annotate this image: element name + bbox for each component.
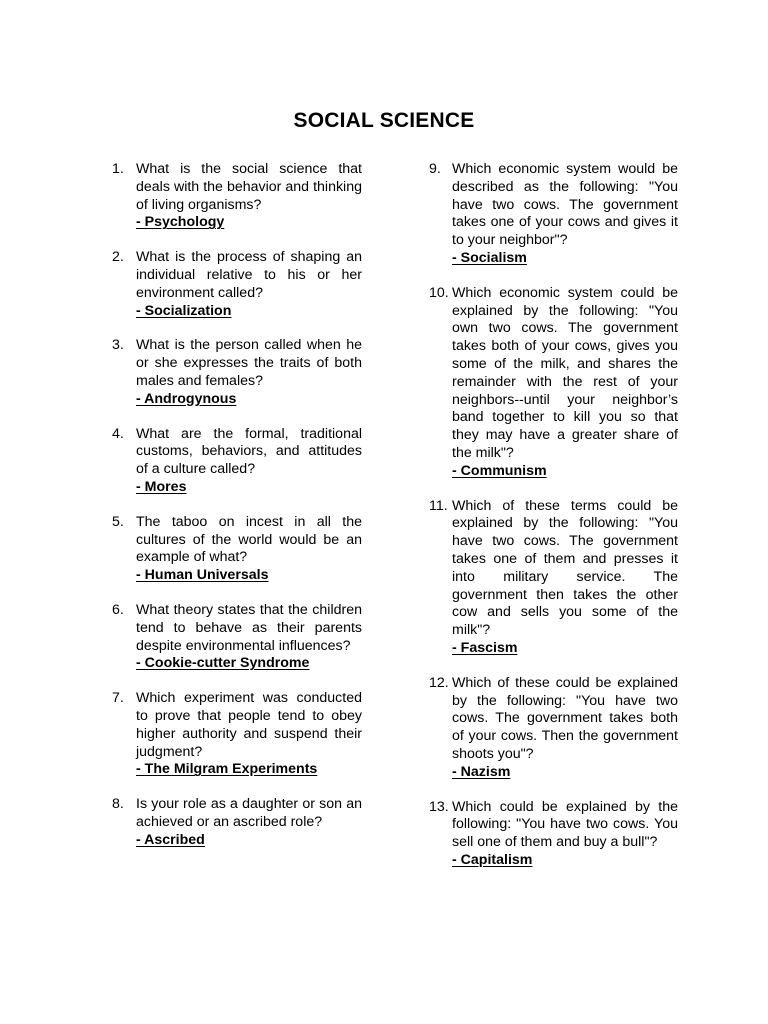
question-text: Which economic system could be explained by the following: "You own two cows. The government takes both of your cows, gives you some of the milk, and shares the remainder with the rest of your neighbors--until your neighbor’s band together to kill you so that they may have a greater share of the milk"? bbox=[452, 284, 678, 461]
question-item bbox=[112, 514, 362, 585]
question-text: Which economic system would be described as the following: "You have two cows. The government takes one of your cows and gives it to your neighbor"? bbox=[452, 161, 678, 249]
question-item bbox=[112, 161, 362, 232]
answer-text: - Cookie-cutter Syndrome bbox=[136, 655, 310, 672]
answer-text: - Socialization bbox=[136, 302, 232, 319]
question-text: Is your role as a daughter or son an achieved or an ascribed role? bbox=[136, 796, 362, 830]
question-number: 3. bbox=[112, 337, 124, 354]
question-body bbox=[452, 498, 678, 658]
question-text: Which experiment was conducted to prove that people tend to obey higher authority and suspend their judgment? bbox=[136, 690, 362, 760]
question-body bbox=[136, 426, 362, 497]
question-text: What theory states that the children tend to behave as their parents despite environmental influences? bbox=[136, 601, 362, 654]
question-body bbox=[136, 602, 362, 673]
question-body bbox=[136, 690, 362, 779]
question-item bbox=[112, 337, 362, 408]
question-number: 2. bbox=[112, 249, 124, 266]
answer-text: - Ascribed bbox=[136, 831, 205, 848]
answer-text: - The Milgram Experiments bbox=[136, 761, 318, 778]
question-text: What is the social science that deals with the behavior and thinking of living organisms? bbox=[136, 161, 362, 213]
answer-text: - Nazism bbox=[452, 763, 511, 780]
question-text: Which of these could be explained by the following: "You have two cows. The government takes both of your cows. Then the government shoots you"? bbox=[452, 674, 678, 762]
answer-text: - Psychology bbox=[136, 214, 225, 231]
question-item bbox=[429, 675, 678, 782]
question-body bbox=[136, 796, 362, 849]
question-item bbox=[429, 498, 678, 658]
question-text: Which of these terms could be explained by the following: "You have two cows. The government takes one of them and presses it into military service. The government then takes the other cow and sells you some of the milk"? bbox=[452, 497, 678, 639]
question-number: 13. bbox=[429, 798, 449, 815]
question-number: 7. bbox=[112, 690, 124, 707]
question-item bbox=[112, 426, 362, 497]
question-item bbox=[429, 799, 678, 870]
question-item bbox=[112, 249, 362, 320]
question-text: What is the process of shaping an individual relative to his or her environment called? bbox=[136, 249, 362, 301]
question-body bbox=[452, 161, 678, 268]
question-text: The taboo on incest in all the cultures of the world would be an example of what? bbox=[136, 513, 362, 566]
question-number: 6. bbox=[112, 601, 124, 618]
question-body bbox=[136, 249, 362, 320]
question-number: 8. bbox=[112, 796, 124, 813]
question-body bbox=[452, 285, 678, 481]
question-body bbox=[452, 799, 678, 870]
question-number: 1. bbox=[112, 161, 124, 177]
answer-text: - Human Universals bbox=[136, 567, 269, 584]
question-item bbox=[429, 285, 678, 481]
answer-text: - Socialism bbox=[452, 249, 527, 266]
answer-text: - Capitalism bbox=[452, 851, 533, 868]
question-body bbox=[136, 161, 362, 232]
question-number: 10. bbox=[429, 284, 449, 301]
answer-text: - Mores bbox=[136, 478, 187, 495]
question-number: 11. bbox=[429, 497, 448, 514]
question-text: Which could be explained by the following: "You have two cows. You sell one of them and buy a bull"? bbox=[452, 798, 678, 851]
question-body bbox=[136, 337, 362, 408]
answer-text: - Androgynous bbox=[136, 390, 237, 407]
question-text: What is the person called when he or she expresses the traits of both males and females? bbox=[136, 337, 362, 389]
question-number: 5. bbox=[112, 513, 124, 530]
question-item bbox=[112, 796, 362, 849]
question-item bbox=[112, 602, 362, 673]
question-number: 4. bbox=[112, 425, 124, 442]
page-title: SOCIAL SCIENCE bbox=[293, 109, 475, 133]
question-column-right bbox=[429, 161, 678, 870]
question-item bbox=[429, 161, 678, 268]
question-item bbox=[112, 690, 362, 779]
question-text: What are the formal, traditional customs, behaviors, and attitudes of a culture called? bbox=[136, 425, 362, 478]
question-column-left bbox=[112, 161, 362, 850]
question-number: 12. bbox=[429, 674, 449, 691]
answer-text: - Communism bbox=[452, 462, 547, 479]
question-body bbox=[136, 514, 362, 585]
question-body bbox=[452, 675, 678, 782]
answer-text: - Fascism bbox=[452, 639, 518, 656]
question-number: 9. bbox=[429, 161, 441, 177]
